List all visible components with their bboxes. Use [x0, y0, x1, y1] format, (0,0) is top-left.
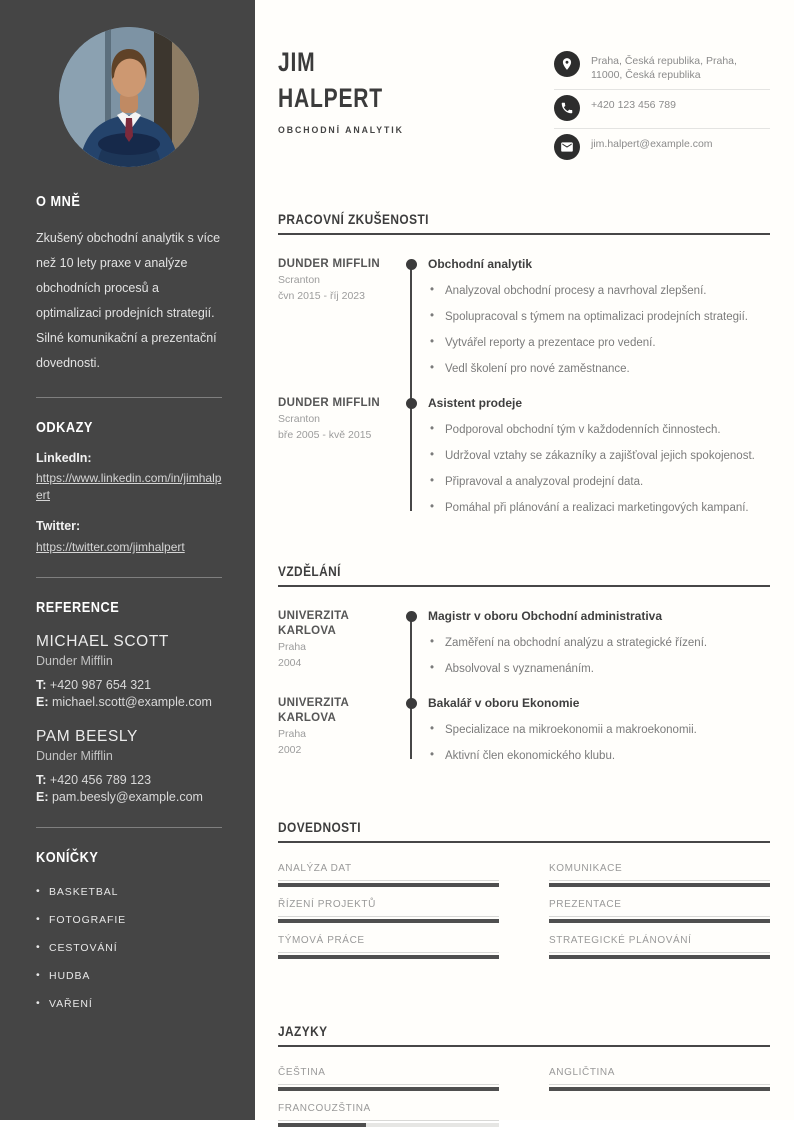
reference-contact	[36, 677, 222, 711]
references-heading: REFERENCE	[36, 599, 120, 616]
language-name: ČEŠTINA	[278, 1067, 499, 1085]
email-value: pam.beesly@example.com	[51, 790, 203, 804]
first-name: JIM	[278, 47, 316, 77]
about-text: Zkušený obchodní analytik s více než 10 lety praxe v analýze obchodních procesů a optimalizaci prodejních strategií. Silné komunikační a prezentační dovednosti.	[36, 231, 221, 370]
reference-company: Dunder Mifflin	[36, 749, 113, 763]
section-rule	[278, 585, 770, 587]
link-item	[36, 519, 222, 556]
experience-heading: PRACOVNÍ ZKUŠENOSTI	[278, 211, 429, 227]
language-name: FRANCOUZŠTINA	[278, 1103, 499, 1121]
section-education	[278, 563, 770, 763]
skill-item	[278, 935, 499, 959]
person-name	[278, 44, 415, 116]
contact-phone-row	[554, 90, 770, 129]
about-heading: O MNĚ	[36, 193, 81, 210]
reference-name: MICHAEL SCOTT	[36, 633, 169, 650]
email-value: michael.scott@example.com	[51, 695, 212, 709]
language-bar-fill	[278, 1087, 499, 1091]
language-bar-fill	[278, 1123, 366, 1127]
contact-email-row	[554, 129, 770, 167]
link-url[interactable]: https://twitter.com/jimhalpert	[36, 540, 185, 554]
language-item	[278, 1103, 499, 1127]
email-label: E:	[36, 695, 49, 709]
entry-school: UNIVERZITA KARLOVA	[278, 697, 349, 724]
contact-block	[554, 46, 770, 167]
profile-photo-illustration	[59, 27, 199, 167]
reference-email	[36, 789, 222, 806]
entry-bullet: • Analyzoval obchodní procesy a navrhoval zlepšení.	[428, 284, 770, 298]
reference-name: PAM BEESLY	[36, 728, 138, 745]
name-block	[278, 44, 415, 167]
reference-item	[36, 728, 222, 806]
link-item	[36, 451, 222, 504]
skill-item	[549, 899, 770, 923]
reference-company: Dunder Mifflin	[36, 654, 113, 668]
entry-detail	[428, 396, 770, 515]
link-label: Twitter:	[36, 519, 81, 533]
entry-meta	[278, 257, 428, 376]
education-entry	[278, 676, 770, 763]
skill-bar-fill	[549, 919, 770, 923]
phone-icon	[554, 95, 580, 121]
entry-location: Scranton	[278, 274, 321, 286]
reference-phone	[36, 677, 222, 694]
entry-location: Praha	[278, 728, 307, 740]
section-rule	[278, 1045, 770, 1047]
entry-meta	[278, 609, 428, 676]
language-name: ANGLIČTINA	[549, 1067, 770, 1085]
phone-label: T:	[36, 678, 47, 692]
phone-label: T:	[36, 773, 47, 787]
languages-heading: JAZYKY	[278, 1023, 328, 1039]
contact-phone-text: +420 123 456 789	[591, 99, 676, 111]
skill-name: ŘÍZENÍ PROJEKTŮ	[278, 899, 499, 917]
skill-item	[278, 899, 499, 923]
hobby-item: • VAŘENÍ	[36, 998, 222, 1010]
languages-grid	[278, 1067, 770, 1127]
entry-dates: bře 2005 - kvě 2015	[278, 429, 372, 441]
section-languages	[278, 1023, 770, 1127]
language-item	[549, 1067, 770, 1091]
skills-heading: DOVEDNOSTI	[278, 819, 361, 835]
hobbies-heading: KONÍČKY	[36, 849, 99, 866]
experience-entry	[278, 237, 770, 376]
experience-entry	[278, 376, 770, 515]
links-list	[36, 451, 222, 556]
language-bar	[549, 1087, 770, 1091]
sidebar-divider	[36, 397, 222, 398]
entry-bullet: • Specializace na mikroekonomii a makroekonomii.	[428, 723, 770, 737]
entry-company: DUNDER MIFFLIN	[278, 397, 380, 409]
skill-bar-fill	[278, 919, 499, 923]
skill-bar	[278, 883, 499, 887]
sidebar	[0, 0, 255, 1120]
phone-value: +420 456 789 123	[49, 773, 152, 787]
entry-year: 2002	[278, 744, 302, 756]
entry-degree: Bakalář v oboru Ekonomie	[428, 696, 580, 710]
entry-company: DUNDER MIFFLIN	[278, 258, 380, 270]
entry-bullet: • Pomáhal při plánování a realizaci marketingových kampaní.	[428, 501, 770, 515]
section-rule	[278, 841, 770, 843]
entry-title: Asistent prodeje	[428, 396, 523, 410]
email-label: E:	[36, 790, 49, 804]
entry-bullet: • Podporoval obchodní tým v každodenních činnostech.	[428, 423, 770, 437]
skill-bar	[549, 955, 770, 959]
phone-value: +420 987 654 321	[49, 678, 152, 692]
contact-email-text: jim.halpert@example.com	[591, 138, 713, 150]
profile-photo	[59, 27, 199, 167]
hobby-item: • FOTOGRAFIE	[36, 914, 222, 926]
entry-location: Praha	[278, 641, 307, 653]
education-heading: VZDĚLÁNÍ	[278, 563, 341, 579]
skill-bar	[278, 919, 499, 923]
entry-dates: čvn 2015 - říj 2023	[278, 290, 365, 302]
section-experience	[278, 211, 770, 515]
reference-item	[36, 633, 222, 711]
references-list	[36, 633, 222, 806]
entry-bullets	[428, 284, 770, 376]
skill-bar	[278, 955, 499, 959]
entry-bullet: • Spolupracoval s týmem na optimalizaci prodejních strategií.	[428, 310, 770, 324]
entry-detail	[428, 257, 770, 376]
entry-year: 2004	[278, 657, 302, 669]
entry-detail	[428, 609, 770, 676]
contact-location-text: Praha, Česká republika, Praha, 11000, Česká republika	[591, 55, 737, 81]
language-item	[278, 1067, 499, 1091]
skill-name: STRATEGICKÉ PLÁNOVÁNÍ	[549, 935, 770, 953]
skill-name: ANALÝZA DAT	[278, 863, 499, 881]
sidebar-divider	[36, 827, 222, 828]
skill-bar-fill	[278, 883, 499, 887]
reference-email	[36, 694, 222, 711]
entry-bullet: • Aktivní člen ekonomického klubu.	[428, 749, 770, 763]
skill-item	[549, 935, 770, 959]
skill-bar-fill	[549, 883, 770, 887]
entry-bullet: • Vedl školení pro nové zaměstnance.	[428, 362, 770, 376]
entry-school: UNIVERZITA KARLOVA	[278, 610, 349, 637]
email-icon	[554, 134, 580, 160]
entry-bullets	[428, 636, 770, 676]
person-job-title: OBCHODNÍ ANALYTIK	[278, 125, 404, 136]
skill-bar-fill	[278, 955, 499, 959]
entry-meta	[278, 696, 428, 763]
entry-bullet: • Zaměření na obchodní analýzu a strategické řízení.	[428, 636, 770, 650]
entry-bullet: • Udržoval vztahy se zákazníky a zajišťoval jejich spokojenost.	[428, 449, 770, 463]
language-bar-fill	[549, 1087, 770, 1091]
skill-bar	[549, 883, 770, 887]
entry-title: Obchodní analytik	[428, 257, 533, 271]
skill-item	[549, 863, 770, 887]
section-skills	[278, 819, 770, 959]
skill-name: TÝMOVÁ PRÁCE	[278, 935, 499, 953]
entry-detail	[428, 696, 770, 763]
sidebar-divider	[36, 577, 222, 578]
entry-bullets	[428, 423, 770, 515]
language-bar	[278, 1123, 499, 1127]
experience-entries	[278, 237, 770, 515]
entry-degree: Magistr v oboru Obchodní administrativa	[428, 609, 663, 623]
link-url[interactable]: https://www.linkedin.com/in/jimhalpert	[36, 471, 222, 502]
entry-location: Scranton	[278, 413, 321, 425]
skill-bar-fill	[549, 955, 770, 959]
education-entry	[278, 589, 770, 676]
reference-contact	[36, 772, 222, 806]
education-entries	[278, 589, 770, 763]
header	[278, 44, 770, 167]
entry-meta	[278, 396, 428, 515]
contact-location-row	[554, 46, 770, 90]
link-label: LinkedIn:	[36, 451, 92, 465]
reference-phone	[36, 772, 222, 789]
section-rule	[278, 233, 770, 235]
entry-bullet: • Absolvoval s vyznamenáním.	[428, 662, 770, 676]
location-icon	[554, 51, 580, 77]
entry-bullets	[428, 723, 770, 763]
hobby-item: • HUDBA	[36, 970, 222, 982]
hobby-item: • BASKETBAL	[36, 886, 222, 898]
skill-name: KOMUNIKACE	[549, 863, 770, 881]
hobbies-list	[36, 886, 222, 1010]
hobby-item: • CESTOVÁNÍ	[36, 942, 222, 954]
language-bar	[278, 1087, 499, 1091]
main-content	[255, 0, 794, 1120]
last-name: HALPERT	[278, 83, 383, 113]
skill-bar	[549, 919, 770, 923]
links-heading: ODKAZY	[36, 419, 93, 436]
entry-bullet: • Připravoval a analyzoval prodejní data.	[428, 475, 770, 489]
skills-grid	[278, 863, 770, 959]
skill-item	[278, 863, 499, 887]
entry-bullet: • Vytvářel reporty a prezentace pro vedení.	[428, 336, 770, 350]
skill-name: PREZENTACE	[549, 899, 770, 917]
